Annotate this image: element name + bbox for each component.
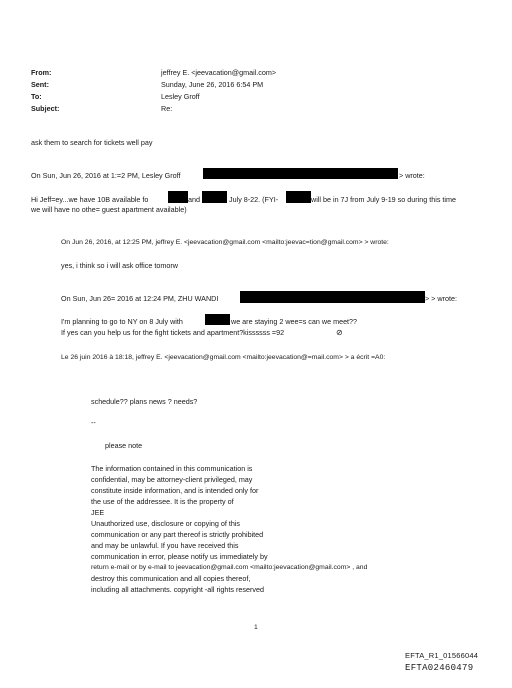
- message-line-hi: Hi Jeff=ey...we have 10B available fo: [31, 195, 149, 204]
- disclaimer-line: JEE: [91, 508, 105, 517]
- disclaimer-line: communication or any part thereof is strictly prohibited: [91, 530, 264, 539]
- bates-number-secondary: EFTA02460479: [405, 663, 474, 673]
- disclaimer-line: communication in error, please notify us immediately by: [91, 552, 268, 561]
- message-line-july: July 8-22. (FYI-: [229, 195, 279, 204]
- redaction-block: [203, 168, 398, 179]
- no-entry-icon: ⊘: [336, 328, 343, 337]
- redaction-block: [168, 191, 188, 203]
- disclaimer-line: The information contained in this communication is: [91, 464, 253, 473]
- quote-header-3-tail: > > wrote:: [425, 294, 457, 303]
- to-value: Lesley Groff: [161, 92, 200, 101]
- disclaimer-line: including all attachments. copyright -all rights reserved: [91, 585, 264, 594]
- disclaimer-line: the use of the addressee. It is the property of: [91, 497, 234, 506]
- redaction-block: [240, 291, 425, 303]
- sent-label: Sent:: [31, 80, 49, 89]
- quote-header-2: On Jun 26, 2016, at 12:25 PM, jeffrey E. <jeevacation@gmail.com <mailto:jeevac=tion@gmail.com> > wrote:: [61, 239, 389, 246]
- quote-header-1-tail: > wrote:: [399, 171, 425, 180]
- disclaimer-line: confidential, may be attorney-client privileged, may: [91, 475, 253, 484]
- redaction-block: [286, 191, 311, 203]
- message-line-schedule: schedule?? plans news ? needs?: [91, 397, 198, 406]
- page-number: 1: [254, 624, 258, 631]
- redaction-block: [202, 191, 227, 203]
- signature-dashes: --: [91, 418, 96, 427]
- message-line-tickets: If yes can you help us for the fight tickets and apartment?kissssss =92: [61, 328, 285, 337]
- subject-value: Re:: [161, 104, 173, 113]
- disclaimer-line: Unauthorized use, disclosure or copying of this: [91, 519, 241, 528]
- message-line-plan: I'm planning to go to NY on 8 July with: [61, 317, 183, 326]
- to-label: To:: [31, 92, 42, 101]
- disclaimer-line: and may be unlawful. If you have received this: [91, 541, 239, 550]
- message-line-7j: will be in 7J from July 9-19 so during this time: [311, 195, 457, 204]
- message-line-weeks: we are staying 2 wee=s can we meet??: [231, 317, 358, 326]
- from-value: jeffrey E. <jeevacation@gmail.com>: [161, 68, 277, 77]
- quote-header-1: On Sun, Jun 26, 2016 at 1:=2 PM, Lesley Groff: [31, 171, 181, 180]
- message-line-guest: we will have no othe= guest apartment available): [31, 205, 187, 214]
- sent-value: Sunday, June 26, 2016 6:54 PM: [161, 80, 264, 89]
- please-note: please note: [105, 441, 143, 450]
- bates-number-primary: EFTA_R1_01566044: [405, 651, 479, 660]
- quote-header-3: On Sun, Jun 26= 2016 at 12:24 PM, ZHU WANDI: [61, 294, 219, 303]
- reply-line: ask them to search for tickets well pay: [31, 138, 153, 147]
- disclaimer-line: return e-mail or by e-mail to jeevacation@gmail.com <mailto:jeevacation@gmail.com> , and: [91, 564, 368, 571]
- from-label: From:: [31, 68, 52, 77]
- subject-label: Subject:: [31, 104, 60, 113]
- message-line-and: and: [188, 195, 200, 204]
- disclaimer-line: constitute inside information, and is intended only for: [91, 486, 259, 495]
- quote-header-4: Le 26 juin 2016 à 18:18, jeffrey E. <jeevacation@gmail.com <mailto:jeevacation@=mail.com> > a écrit =A0:: [61, 354, 386, 361]
- redaction-block: [205, 314, 230, 325]
- message-line-yes: yes, i think so i will ask office tomorw: [61, 261, 178, 270]
- disclaimer-line: destroy this communication and all copies thereof,: [91, 574, 251, 583]
